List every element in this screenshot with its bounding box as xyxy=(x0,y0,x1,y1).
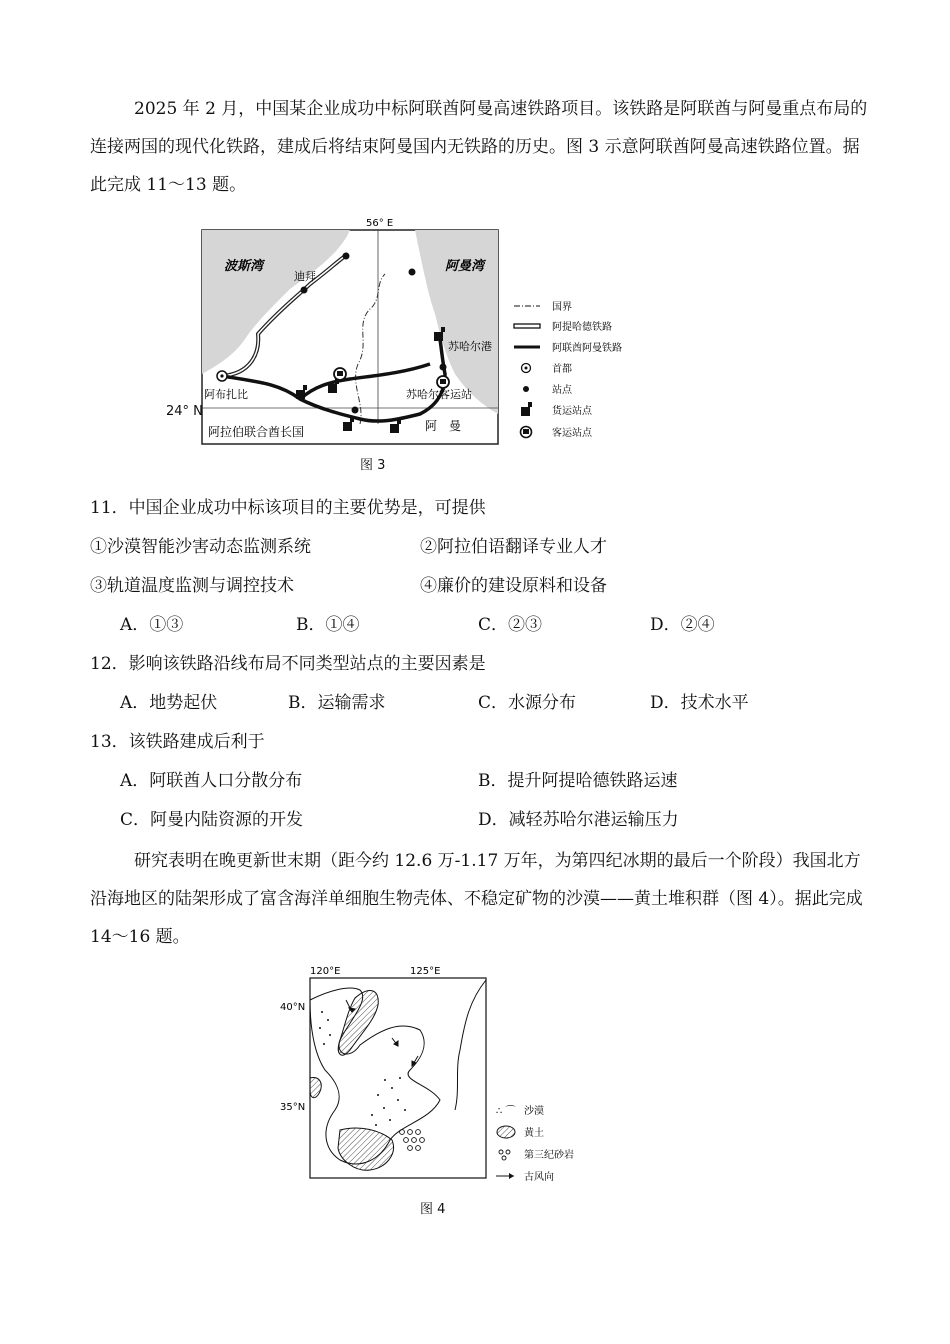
legend-label: 阿提哈德铁路 xyxy=(552,322,612,333)
question-12-stem: 12．影响该铁路沿线布局不同类型站点的主要因素是 xyxy=(90,654,486,674)
intro-paragraph-fig4: 研究表明在晚更新世末期（距今约 12.6 万-1.17 万年，为第四纪冰期的最后一个阶段）我国北方沿海地区的陆架形成了富含海洋单细胞生物壳体、不稳定矿物的沙漠——黄土堆积群（图 4）。据此完成 14～16 题。 xyxy=(90,851,863,947)
oman-label: 阿 曼 xyxy=(425,419,462,433)
dubai-station-icon xyxy=(301,287,308,294)
q11-statement-3: ③轨道温度监测与调控技术 xyxy=(90,576,294,596)
station-legend-icon xyxy=(523,386,529,392)
lat-35-label: 35°N xyxy=(280,1102,306,1113)
q11-option-c[interactable]: C．②③ xyxy=(478,615,543,635)
map-frame xyxy=(310,978,486,1178)
q13-option-d[interactable]: D．减轻苏哈尔港运输压力 xyxy=(478,810,679,830)
uae-oman-railway-map xyxy=(200,214,650,464)
legend-label: 沙漠 xyxy=(524,1106,544,1117)
q11-option-b[interactable]: B．①④ xyxy=(296,615,360,635)
fig3-legend xyxy=(514,301,622,439)
legend-label: 站点 xyxy=(552,385,572,396)
legend-label: 古风向 xyxy=(524,1172,554,1183)
lat-side-label: 24° N xyxy=(166,404,203,419)
legend-label: 客运站点 xyxy=(552,428,592,439)
q11-statement-2: ②阿拉伯语翻译专业人才 xyxy=(420,537,607,557)
sandstone-legend-icon xyxy=(499,1150,510,1160)
sohar-port-label: 苏哈尔港 xyxy=(448,340,492,353)
figure-3-caption: 图 3 xyxy=(360,458,386,473)
abu-dhabi-capital-dot xyxy=(220,374,223,377)
legend-label: 第三纪砂岩 xyxy=(524,1150,574,1161)
figure-3-map xyxy=(200,214,650,468)
gulf-of-oman-label: 阿曼湾 xyxy=(445,259,485,274)
station-icon xyxy=(409,269,416,276)
abu-dhabi-label: 阿布扎比 xyxy=(204,388,248,401)
figure-4-caption: 图 4 xyxy=(420,1202,446,1217)
q13-option-b[interactable]: B．提升阿提哈德铁路运速 xyxy=(478,771,678,791)
freight-station-legend-icon xyxy=(521,407,530,416)
q11-statement-4: ④廉价的建设原料和设备 xyxy=(420,576,607,596)
lat-40-label: 40°N xyxy=(280,1002,306,1013)
figure-4-map xyxy=(280,960,600,1194)
passenger-station-icon xyxy=(334,368,346,380)
dubai-label: 迪拜 xyxy=(294,270,316,283)
lon-125-label: 125°E xyxy=(410,966,441,977)
sohar-station-label: 苏哈尔客运站 xyxy=(406,388,472,401)
legend-label: 国界 xyxy=(552,302,572,313)
longitude-label: 56° E xyxy=(366,218,394,229)
lon-120-label: 120°E xyxy=(310,966,341,977)
q12-option-a[interactable]: A．地势起伏 xyxy=(120,693,218,713)
q11-statement-1: ①沙漠智能沙害动态监测系统 xyxy=(90,537,311,557)
question-13-stem: 13．该铁路建成后利于 xyxy=(90,732,265,752)
legend-label: 阿联酋阿曼铁路 xyxy=(552,343,622,354)
sohar-passenger-station-icon xyxy=(437,376,449,388)
q11-option-a[interactable]: A．①③ xyxy=(120,615,184,635)
persian-gulf-label: 波斯湾 xyxy=(224,259,264,274)
station-icon xyxy=(352,407,359,414)
legend-label: 货运站点 xyxy=(552,406,592,417)
question-11-stem: 11．中国企业成功中标该项目的主要优势是，可提供 xyxy=(90,498,486,518)
uae-label: 阿拉伯联合酋长国 xyxy=(208,425,305,439)
q13-option-c[interactable]: C．阿曼内陆资源的开发 xyxy=(120,810,304,830)
desert-legend-icon: ∴ ⌒ xyxy=(496,1106,516,1117)
station-icon xyxy=(440,364,447,371)
q11-option-d[interactable]: D．②④ xyxy=(650,615,715,635)
legend-label: 黄土 xyxy=(524,1128,544,1139)
fig4-legend xyxy=(496,1104,574,1183)
q13-option-a[interactable]: A．阿联酋人口分散分布 xyxy=(120,771,303,791)
legend-label: 首都 xyxy=(552,364,572,375)
etihad-rail-legend-icon xyxy=(514,324,540,328)
loess-legend-icon xyxy=(497,1126,515,1138)
intro-paragraph-fig3: 2025 年 2 月，中国某企业成功中标阿联酋阿曼高速铁路项目。该铁路是阿联酋与阿曼重点布局的连接两国的现代化铁路，建成后将结束阿曼国内无铁路的历史。图 3 示意阿联酋阿曼高速铁路位置。据此完成 11～13 题。 xyxy=(90,99,868,195)
q12-option-d[interactable]: D．技术水平 xyxy=(650,693,749,713)
station-icon xyxy=(343,253,350,260)
q12-option-b[interactable]: B．运输需求 xyxy=(288,693,386,713)
q12-option-c[interactable]: C．水源分布 xyxy=(478,693,577,713)
north-china-shelf-map xyxy=(280,960,600,1190)
